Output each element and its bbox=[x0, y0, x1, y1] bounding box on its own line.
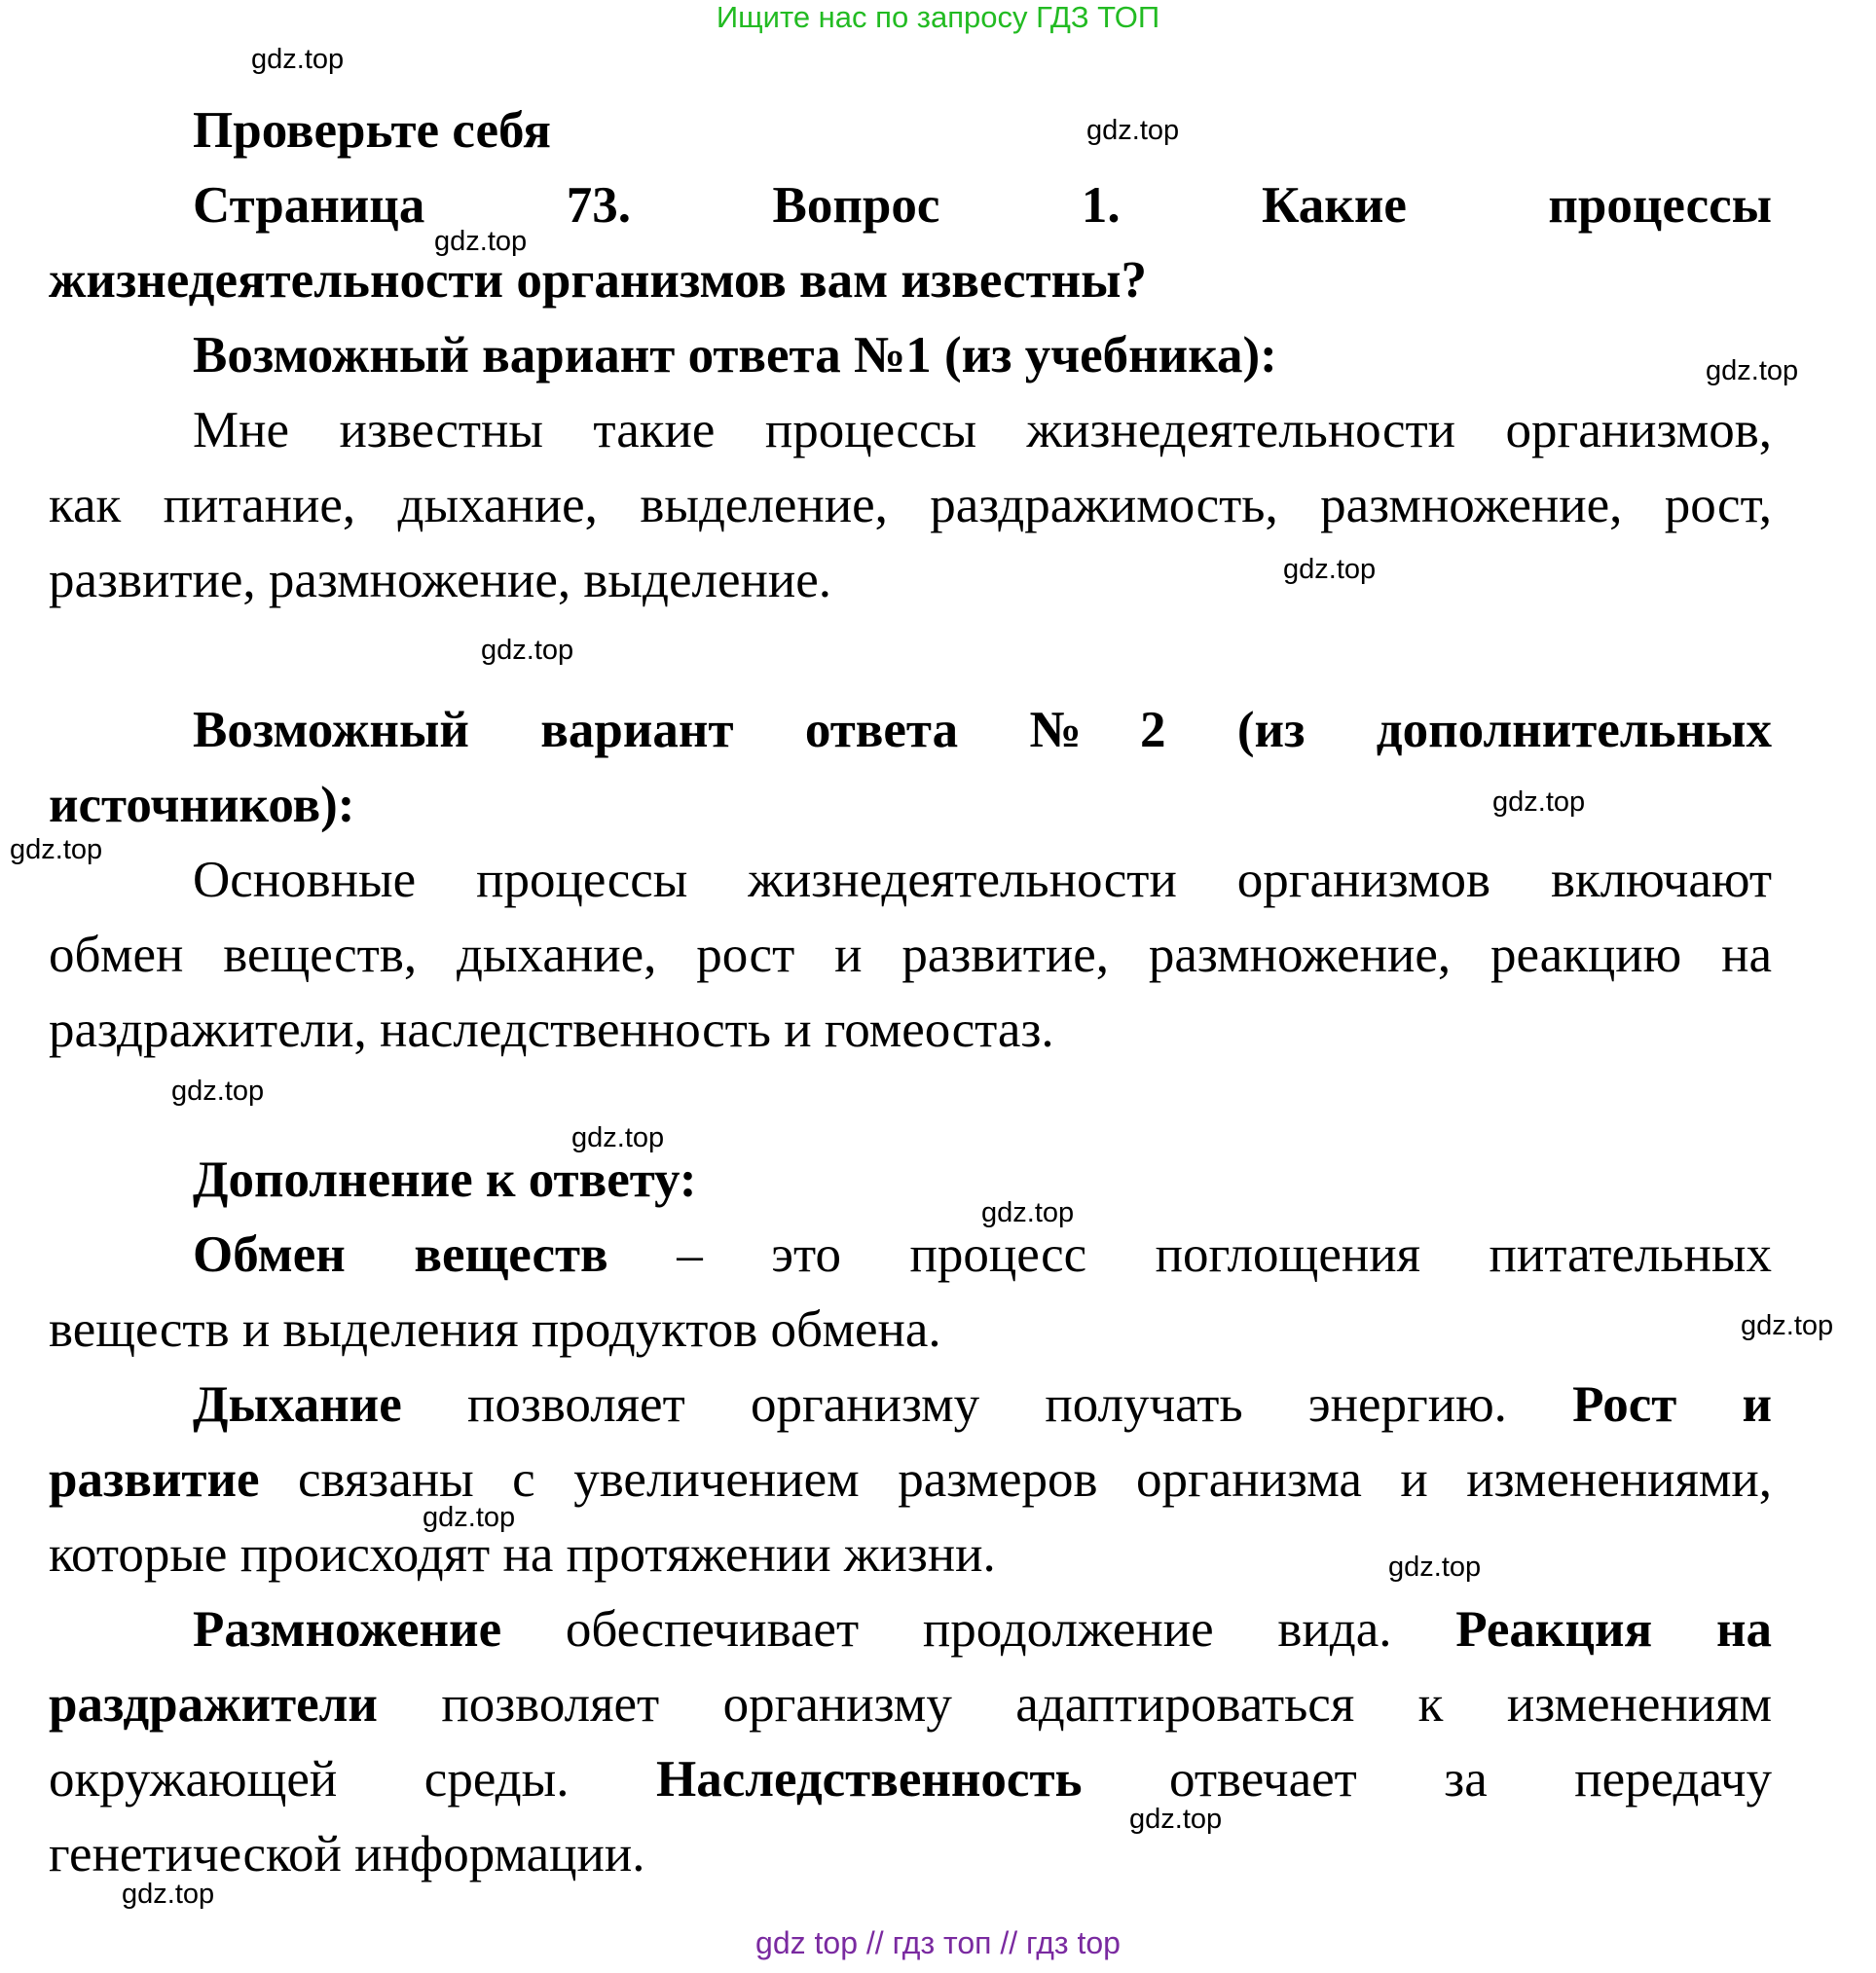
answer1-title-text: Возможный вариант ответа №1 (из учебника): bbox=[193, 327, 1277, 384]
watermark: gdz.top bbox=[1388, 1552, 1482, 1583]
answer2-line-3: раздражители, наследственность и гомеостаз. bbox=[49, 1002, 1054, 1058]
watermark: gdz.top bbox=[481, 635, 574, 666]
watermark: gdz.top bbox=[981, 1197, 1075, 1228]
watermark: gdz.top bbox=[1283, 554, 1377, 585]
addition-p3-line-3 bbox=[49, 1750, 1772, 1809]
watermark: gdz.top bbox=[1706, 355, 1799, 386]
question-number: Страница 73. Вопрос 1. bbox=[193, 177, 1121, 234]
watermark: gdz.top bbox=[434, 226, 528, 257]
question-word-2: процессы bbox=[1548, 177, 1772, 234]
answer1-title bbox=[193, 326, 1772, 384]
watermark: gdz.top bbox=[171, 1076, 265, 1107]
term-growth: Рост и bbox=[1572, 1376, 1773, 1433]
watermark: gdz.top bbox=[423, 1502, 516, 1533]
addition-title bbox=[193, 1151, 1772, 1209]
term-metabolism: Обмен веществ bbox=[193, 1226, 608, 1283]
addition-title-text: Дополнение к ответу: bbox=[193, 1151, 697, 1208]
term-development: развитие bbox=[49, 1451, 260, 1508]
question-line-1 bbox=[193, 176, 1772, 235]
question-word-1: Какие bbox=[1262, 177, 1407, 234]
watermark: gdz.top bbox=[251, 44, 345, 75]
term-respiration: Дыхание bbox=[193, 1376, 402, 1433]
p3-text-2: позволяет организму адаптироваться к изменениям bbox=[441, 1676, 1773, 1733]
answer2-line-1: Основные процессы жизнедеятельности организмов включают bbox=[193, 852, 1772, 908]
answer1-line-1: Мне известны такие процессы жизнедеятельности организмов, bbox=[193, 402, 1772, 458]
addition-p3-line-2 bbox=[49, 1675, 1772, 1734]
watermark: gdz.top bbox=[1741, 1310, 1834, 1341]
term-reproduction: Размножение bbox=[193, 1601, 502, 1658]
watermark: gdz.top bbox=[1086, 115, 1180, 146]
addition-p3-line-4: генетической информации. bbox=[49, 1826, 645, 1882]
question-line-2 bbox=[49, 251, 1772, 310]
answer2-title-text-2: источников): bbox=[49, 777, 355, 833]
watermark: gdz.top bbox=[10, 834, 103, 865]
watermark: gdz.top bbox=[1492, 786, 1586, 818]
watermark: gdz.top bbox=[1129, 1804, 1223, 1835]
term-reaction: Реакция на bbox=[1455, 1601, 1773, 1658]
page-heading bbox=[193, 101, 1772, 160]
addition-p3-line-1 bbox=[193, 1600, 1772, 1659]
watermark: gdz.top bbox=[122, 1879, 215, 1910]
addition-p1-line-1 bbox=[193, 1225, 1772, 1284]
heading-text: Проверьте себя bbox=[193, 102, 551, 159]
p3-text-3: окружающей среды. bbox=[49, 1751, 570, 1808]
footer: gdz top // гдз топ // гдз top bbox=[755, 1925, 1121, 1960]
term-stimuli: раздражители bbox=[49, 1676, 378, 1733]
addition-p1-line-2: веществ и выделения продуктов обмена. bbox=[49, 1301, 941, 1358]
p1-text: – это процесс поглощения питательных bbox=[677, 1226, 1772, 1283]
p2-text-2: связаны с увеличением размеров организма и изменениями, bbox=[298, 1451, 1772, 1508]
top-banner: Ищите нас по запросу ГДЗ ТОП bbox=[716, 0, 1160, 34]
addition-p2-line-3: которые происходят на протяжении жизни. bbox=[49, 1526, 996, 1583]
p3-text: обеспечивает продолжение вида. bbox=[565, 1601, 1392, 1658]
answer2-title-line-1 bbox=[193, 701, 1772, 759]
term-heredity: Наследственность bbox=[656, 1751, 1083, 1808]
answer2-title-line-2 bbox=[49, 776, 1772, 834]
question-text: жизнедеятельности организмов вам известны? bbox=[49, 252, 1148, 309]
addition-p2-line-1 bbox=[193, 1375, 1772, 1434]
addition-p2-line-2 bbox=[49, 1450, 1772, 1509]
answer2-title-text: Возможный вариант ответа №2 (из дополнительных bbox=[193, 702, 1772, 758]
answer1-line-2: как питание, дыхание, выделение, раздражимость, размножение, рост, bbox=[49, 477, 1772, 533]
p3-text-4: отвечает за передачу bbox=[1169, 1751, 1773, 1808]
watermark: gdz.top bbox=[571, 1122, 665, 1153]
answer1-line-3: развитие, размножение, выделение. bbox=[49, 552, 831, 608]
answer2-line-2: обмен веществ, дыхание, рост и развитие, размножение, реакцию на bbox=[49, 927, 1772, 983]
p2-text: позволяет организму получать энергию. bbox=[466, 1376, 1507, 1433]
